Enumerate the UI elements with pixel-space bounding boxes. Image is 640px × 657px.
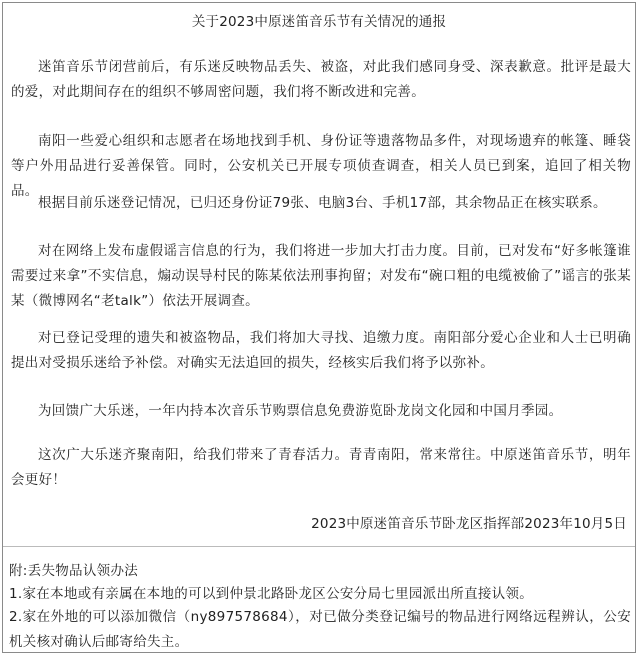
paragraph-apology: 迷笛音乐节闭营前后，有乐迷反映物品丢失、被盗，对此我们感同身受、深表歉意。批评是最大的爱，对此期间存在的组织不够周密问题，我们将不断改进和完善。 (11, 59, 631, 100)
notice-document (2, 2, 636, 653)
paragraph-lost-items: 南阳一些爱心组织和志愿者在场地找到手机、身份证等遗落物品多件，对现场遗弃的帐篷、睡袋等户外用品进行妥善保管。同时，公安机关已开展专项侦查调查，相关人员已到案，追回了相关物品。 (11, 133, 631, 199)
section-divider (3, 546, 635, 547)
notice-title: 关于2023中原迷笛音乐节有关情况的通报 (191, 14, 447, 30)
paragraph-rumor-crackdown: 对在网络上发布虚假谣言信息的行为，我们将进一步加大打击力度。目前，已对发布“好多帐篷谁需要过来拿”不实信息，煽动误导村民的陈某依法刑事拘留；对发布“碗口粗的电缆被偷了”谣言的张某某（微博网名“老talk”）依法开展调查。 (11, 243, 631, 309)
paragraph-returned-count: 根据目前乐迷登记情况，已归还身份证79张、电脑3台、手机17部，其余物品正在核实联系。 (38, 195, 607, 211)
appendix-heading: 附:丢失物品认领办法 (9, 563, 139, 579)
paragraph-closing: 这次广大乐迷齐聚南阳，给我们带来了青春活力。青青南阳，常来常往。中原迷笛音乐节，明年会更好！ (11, 447, 631, 488)
paragraph-free-visit: 为回馈广大乐迷，一年内持本次音乐节购票信息免费游览卧龙岗文化园和中国月季园。 (38, 403, 563, 419)
appendix-item-remote: 2.家在外地的可以添加微信（ny897578684），对已做分类登记编号的物品进行网络远程辨认，公安机关核对确认后邮寄给失主。 (9, 609, 631, 650)
appendix-item-local: 1.家在本地或有亲属在本地的可以到仲景北路卧龙区公安分局七里园派出所直接认领。 (9, 586, 534, 602)
notice-signature: 2023中原迷笛音乐节卧龙区指挥部2023年10月5日 (311, 516, 627, 532)
paragraph-compensation: 对已登记受理的遗失和被盗物品，我们将加大寻找、追缴力度。南阳部分爱心企业和人士已明确提出对受损乐迷给予补偿。对确实无法追回的损失，经核实后我们将予以弥补。 (11, 330, 631, 371)
